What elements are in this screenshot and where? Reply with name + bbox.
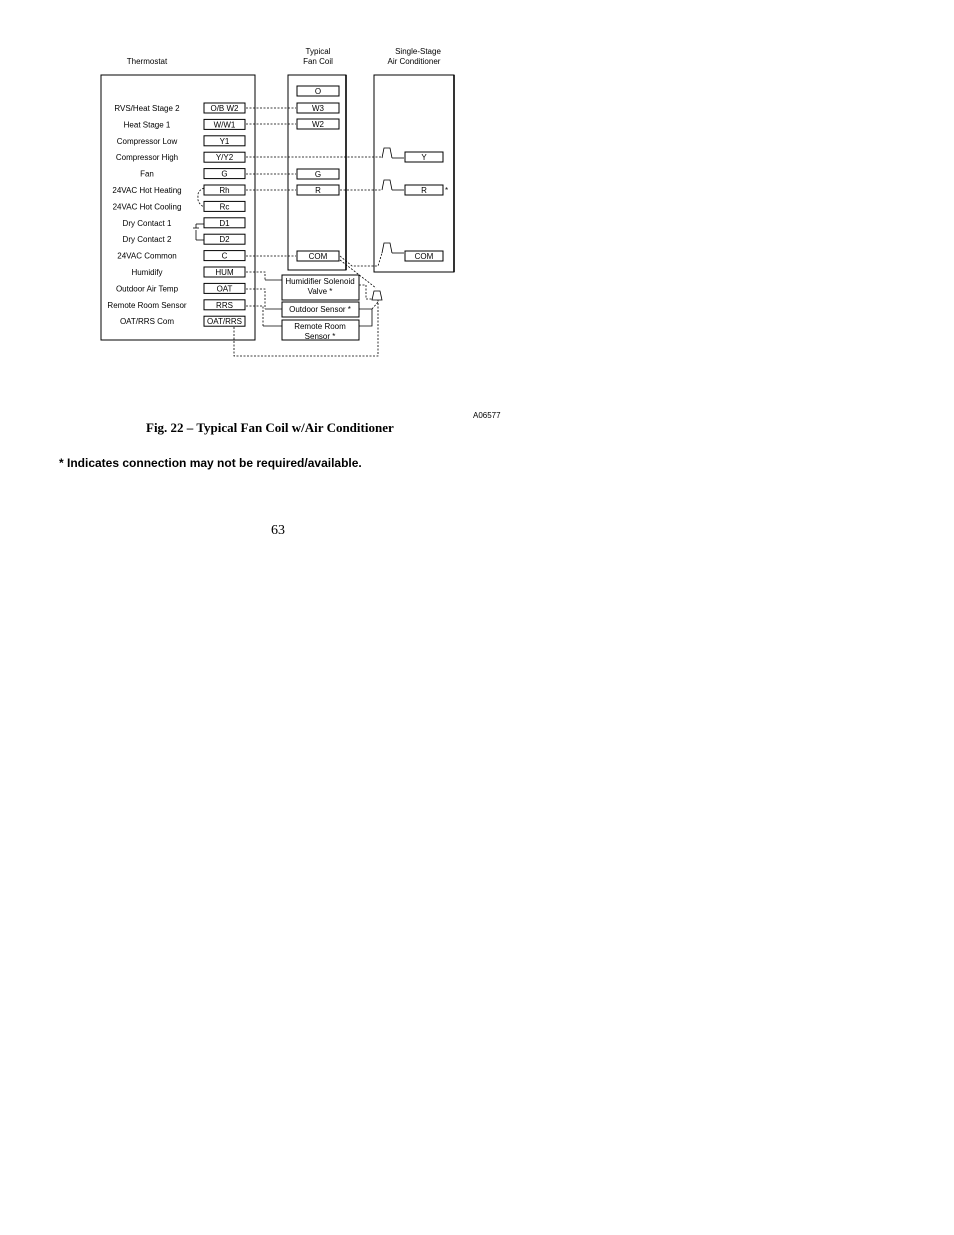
dry-contact-symbol [193,224,204,240]
thermostat-row-label: Compressor Low [116,136,178,146]
thermostat-terminal-label: OAT [216,284,233,294]
ac-terminal [405,152,443,162]
thermostat-terminal-label: O/B W2 [210,104,239,113]
remote-sensor-label-line2: Sensor * [304,332,336,341]
thermostat-row [113,201,245,211]
figure-code: A06577 [473,411,501,420]
fan-coil-terminal [297,103,339,113]
fan-coil-terminal-label: W3 [312,104,324,113]
thermostat-terminal-label: Rh [219,186,230,195]
ac-r-asterisk: * [445,186,449,195]
thermostat-terminal-label: RRS [216,300,233,310]
remote-sensor-label-line1: Remote Room [294,322,346,331]
thermostat-row [123,218,245,228]
thermostat-row-label: RVS/Heat Stage 2 [114,104,180,113]
thermostat-row [140,169,245,179]
thermostat-row [107,300,245,310]
thermostat-row [112,185,245,195]
thermostat-terminal-label: Y/Y2 [215,153,234,163]
thermostat-terminal-label: D1 [219,218,230,228]
humidifier-label-line1: Humidifier Solenoid [285,277,355,286]
fan-coil-terminal [297,169,339,179]
ac-terminal-label: R [421,186,427,195]
thermostat-row-label: Dry Contact 1 [122,218,172,228]
thermostat-terminal-label: D2 [219,235,230,245]
thermostat-terminal-label: Y1 [219,136,230,146]
fan-coil-terminal [297,119,339,129]
thermostat-row [120,316,245,326]
ac-terminal [405,185,443,195]
thermostat-row [123,234,245,244]
thermostat-terminal-label: W/W1 [213,120,236,130]
thermostat-terminal-label: Rc [219,202,230,212]
ac-terminal-label: COM [414,252,434,261]
thermostat-row [117,251,245,261]
thermostat-terminal-list [107,103,245,326]
thermostat-row [116,152,245,162]
fan-coil-terminal [297,251,339,261]
footnote: * Indicates connection may not be required/available. [59,456,362,470]
thermostat-row-label: Compressor High [115,153,179,163]
outdoor-sensor-label: Outdoor Sensor * [289,305,351,314]
thermostat-terminal-label: HUM [215,268,234,277]
thermostat-row-label: 24VAC Common [117,251,177,261]
wiring-diagram [0,0,954,560]
thermostat-row-label: Heat Stage 1 [123,120,171,130]
thermostat-row-label: Remote Room Sensor [107,300,187,310]
fan-coil-terminal [297,185,339,195]
humidifier-box [282,275,359,300]
fan-coil-terminal-label: R [315,186,321,195]
thermostat-row [117,136,245,146]
thermostat-row [116,283,245,293]
ac-terminal-label: Y [421,153,427,162]
ac-terminal [405,251,443,261]
thermostat-row-label: OAT/RRS Com [119,317,175,327]
thermostat-row-label: Fan [140,169,154,179]
fan-coil-terminal [297,86,339,96]
thermostat-row [131,267,245,277]
thermostat-row [124,119,245,129]
fan-coil-header-line2: Fan Coil [303,57,333,66]
fan-coil-terminal-list [297,86,339,261]
outdoor-sensor-box [282,302,359,317]
thermostat-row-label: 24VAC Hot Heating [112,186,182,195]
figure-caption: Fig. 22 – Typical Fan Coil w/Air Conditioner [146,420,394,435]
thermostat-terminal-label: OAT/RRS [207,317,242,327]
thermostat-header: Thermostat [126,57,168,66]
ac-contactor-symbols [382,148,404,253]
thermostat-terminal-label: G [221,169,228,179]
rh-rc-jumper [198,188,204,207]
fan-coil-header-line1: Typical [305,47,331,56]
fan-coil-terminal-label: COM [308,252,328,261]
humidifier-label-line2: Valve * [307,287,333,296]
remote-sensor-box [282,320,359,341]
fan-coil-terminal-label: G [314,170,322,179]
thermostat-row [114,103,245,113]
thermostat-row-label: Dry Contact 2 [122,235,172,245]
ac-header-line1: Single-Stage [395,47,441,56]
page-number: 63 [271,523,285,538]
ac-terminal-list [405,152,443,261]
thermostat-row-label: Humidify [131,268,163,277]
thermostat-terminal-label: C [221,251,228,261]
ac-frame [374,75,454,272]
fan-coil-terminal-label: O [314,87,322,96]
thermostat-row-label: Outdoor Air Temp [115,284,179,294]
fan-coil-terminal-label: W2 [312,120,324,129]
thermostat-row-label: 24VAC Hot Cooling [112,202,182,212]
ac-header-line2: Air Conditioner [387,57,441,66]
